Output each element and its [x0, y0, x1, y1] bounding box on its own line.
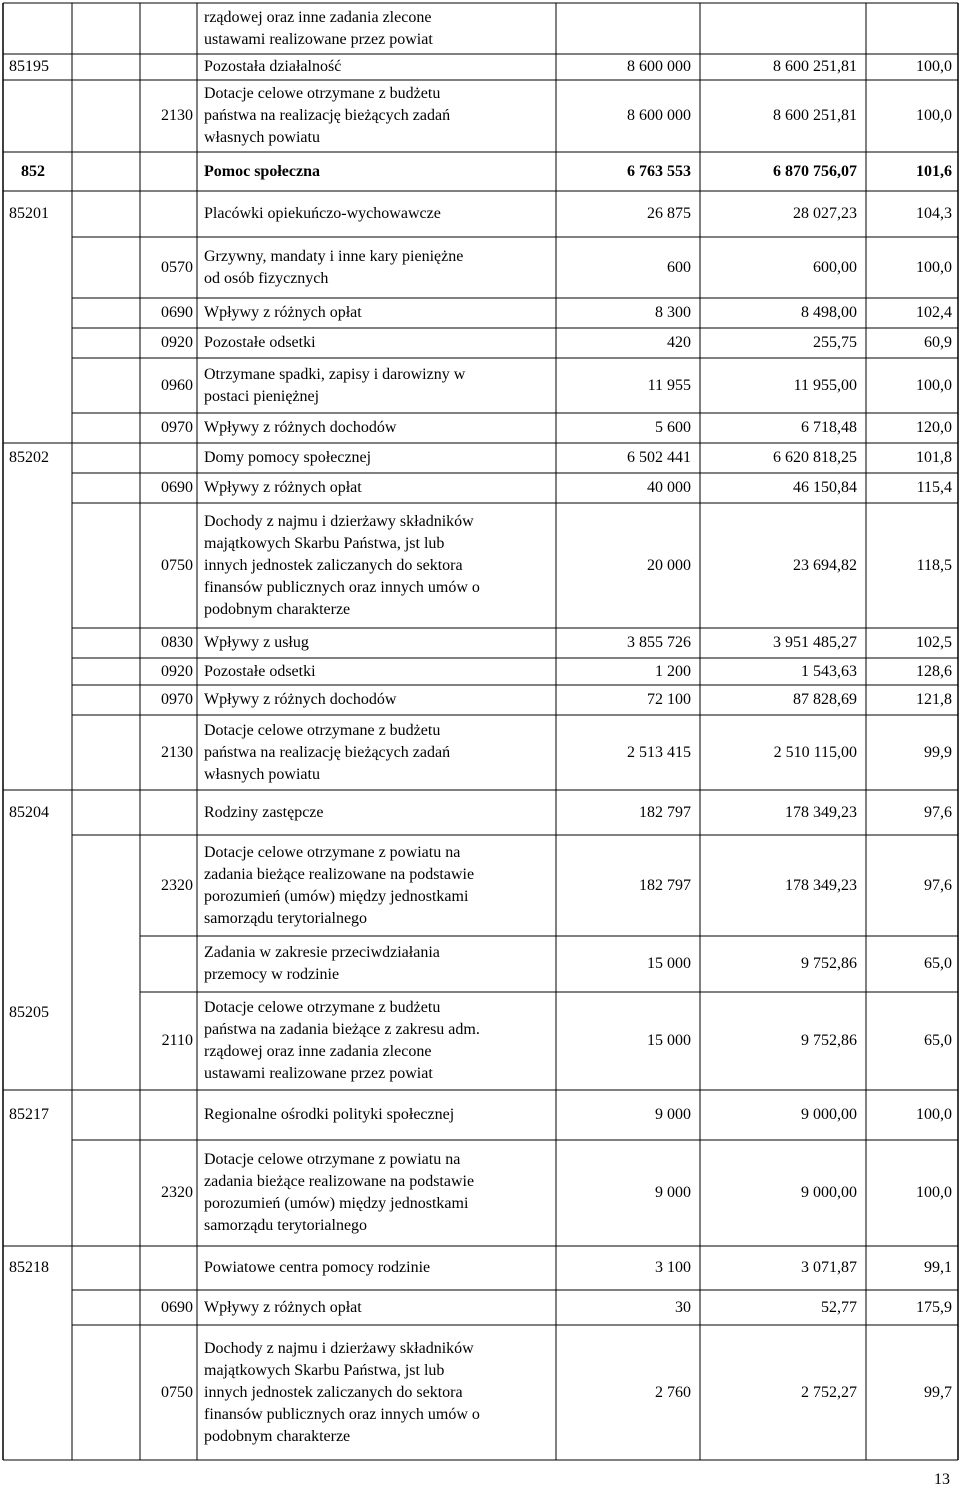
rozdzial-code: 85218: [9, 1259, 49, 1276]
description-cell: [204, 1297, 553, 1319]
rozdzial-code: 85201: [9, 205, 49, 222]
description-cell: [204, 842, 553, 930]
description-line: własnych powiatu: [204, 129, 320, 146]
executed-amount: 6 870 756,07: [773, 162, 857, 180]
plan-amount: 420: [667, 334, 691, 351]
plan-amount: 26 875: [647, 205, 691, 222]
percent-value: 100,0: [916, 376, 952, 394]
executed-amount: 11 955,00: [793, 376, 857, 394]
description-cell: [204, 942, 553, 986]
description-line: Domy pomocy społecznej: [204, 449, 372, 466]
description-line: Wpływy z różnych dochodów: [204, 419, 397, 436]
percent-value: 99,9: [924, 743, 952, 761]
description-line: finansów publicznych oraz innych umów o: [204, 578, 480, 596]
rozdzial-code: 85217: [9, 1106, 49, 1123]
description-cell: [204, 203, 553, 225]
description-cell: [204, 1257, 553, 1279]
description-line: samorządu terytorialnego: [204, 1217, 368, 1234]
executed-amount: 255,75: [813, 334, 857, 351]
plan-amount: 2 760: [655, 1383, 691, 1401]
percent-value: 120,0: [916, 419, 952, 436]
description-line: ustawami realizowane przez powiat: [204, 1065, 433, 1082]
description-line: od osób fizycznych: [204, 269, 329, 287]
description-line: Dotacje celowe otrzymane z budżetu: [204, 721, 441, 739]
description-line: Zadania w zakresie przeciwdziałania: [204, 944, 440, 961]
percent-value: 104,3: [916, 205, 952, 222]
description-line: Wpływy z usług: [204, 634, 309, 651]
description-line: Grzywny, mandaty i inne kary pieniężne: [204, 247, 464, 265]
description-line: zadania bieżące realizowane na podstawie: [204, 1173, 475, 1190]
description-line: przemocy w rodzinie: [204, 966, 340, 983]
plan-amount: 30: [675, 1298, 691, 1316]
description-cell: [204, 720, 553, 786]
rozdzial-code: 85195: [9, 58, 49, 75]
rozdzial-code: 85205: [9, 1004, 49, 1021]
plan-amount: 72 100: [647, 691, 691, 708]
plan-amount: 600: [667, 258, 691, 276]
description-line: porozumień (umów) między jednostkami: [204, 1195, 469, 1212]
description-line: Regionalne ośrodki polityki społecznej: [204, 1106, 455, 1123]
description-cell: [204, 332, 553, 354]
description-cell: [204, 1104, 553, 1126]
description-cell: [204, 997, 553, 1085]
executed-amount: 600,00: [813, 258, 857, 276]
description-line: Pomoc społeczna: [204, 162, 320, 180]
paragraf-code: 0970: [161, 691, 193, 708]
description-line: samorządu terytorialnego: [204, 909, 368, 927]
paragraf-code: 0960: [161, 376, 193, 394]
executed-amount: 52,77: [821, 1298, 857, 1316]
executed-amount: 2 510 115,00: [773, 743, 857, 761]
plan-amount: 5 600: [655, 419, 691, 436]
description-line: innych jednostek zaliczanych do sektora: [204, 556, 463, 574]
description-line: państwa na zadania bieżące z zakresu adm.: [204, 1021, 480, 1038]
description-line: Dotacje celowe otrzymane z powiatu na: [204, 843, 461, 861]
executed-amount: 8 600 251,81: [773, 58, 857, 75]
percent-value: 102,5: [916, 634, 952, 651]
paragraf-code: 2320: [161, 876, 193, 894]
plan-amount: 6 763 553: [627, 162, 691, 180]
description-cell: [204, 511, 553, 621]
description-cell: [204, 632, 553, 654]
description-line: Rodziny zastępcze: [204, 803, 324, 821]
description-line: Dochody z najmu i dzierżawy składników: [204, 512, 474, 530]
description-line: finansów publicznych oraz innych umów o: [204, 1405, 480, 1423]
description-line: Dotacje celowe otrzymane z budżetu: [204, 85, 441, 102]
paragraf-code: 0570: [161, 258, 193, 276]
plan-amount: 15 000: [647, 1032, 691, 1049]
percent-value: 100,0: [916, 1184, 952, 1201]
executed-amount: 6 620 818,25: [773, 449, 857, 466]
paragraf-code: 2320: [161, 1184, 193, 1201]
description-line: Dotacje celowe otrzymane z powiatu na: [204, 1151, 461, 1168]
executed-amount: 178 349,23: [785, 803, 857, 821]
description-line: majątkowych Skarbu Państwa, jst lub: [204, 1361, 445, 1379]
plan-amount: 182 797: [639, 876, 691, 894]
percent-value: 99,7: [924, 1383, 952, 1401]
paragraf-code: 0690: [161, 304, 193, 321]
description-cell: [204, 56, 553, 78]
description-line: państwa na realizację bieżących zadań: [204, 743, 451, 761]
description-line: Pozostałe odsetki: [204, 662, 316, 680]
executed-amount: 6 718,48: [801, 419, 857, 436]
description-cell: [204, 246, 553, 290]
description-line: Wpływy z różnych opłat: [204, 1298, 362, 1316]
plan-amount: 1 200: [655, 662, 691, 680]
description-line: Dotacje celowe otrzymane z budżetu: [204, 999, 441, 1016]
executed-amount: 2 752,27: [801, 1383, 857, 1401]
executed-amount: 1 543,63: [801, 662, 857, 680]
percent-value: 65,0: [924, 955, 952, 972]
description-cell: [204, 417, 553, 439]
description-line: własnych powiatu: [204, 765, 320, 783]
percent-value: 99,1: [924, 1259, 952, 1276]
description-line: Wpływy z różnych dochodów: [204, 691, 397, 708]
description-line: zadania bieżące realizowane na podstawie: [204, 865, 475, 883]
description-line: rządowej oraz inne zadania zlecone: [204, 1043, 432, 1060]
plan-amount: 8 600 000: [627, 107, 691, 124]
percent-value: 121,8: [916, 691, 952, 708]
description-line: Wpływy z różnych opłat: [204, 304, 362, 321]
paragraf-code: 2130: [161, 743, 193, 761]
plan-amount: 15 000: [647, 955, 691, 972]
percent-value: 97,6: [924, 803, 952, 821]
paragraf-code: 2130: [161, 107, 193, 124]
executed-amount: 9 752,86: [801, 1032, 857, 1049]
executed-amount: 87 828,69: [793, 691, 857, 708]
plan-amount: 11 955: [647, 376, 691, 394]
percent-value: 60,9: [924, 334, 952, 351]
description-line: innych jednostek zaliczanych do sektora: [204, 1383, 463, 1401]
executed-amount: 8 600 251,81: [773, 107, 857, 124]
description-cell: [204, 302, 553, 324]
description-cell: [204, 447, 553, 469]
dzial-code: 852: [21, 162, 45, 180]
description-line: majątkowych Skarbu Państwa, jst lub: [204, 534, 445, 552]
plan-amount: 6 502 441: [627, 449, 691, 466]
plan-amount: 9 000: [655, 1184, 691, 1201]
description-line: Powiatowe centra pomocy rodzinie: [204, 1259, 431, 1276]
plan-amount: 2 513 415: [627, 743, 691, 761]
plan-amount: 40 000: [647, 479, 691, 496]
executed-amount: 46 150,84: [793, 479, 857, 496]
description-line: Placówki opiekuńczo-wychowawcze: [204, 205, 441, 222]
rozdzial-code: 85204: [9, 803, 49, 821]
description-cell: [204, 161, 553, 183]
percent-value: 100,0: [916, 107, 952, 124]
executed-amount: 8 498,00: [801, 304, 857, 321]
description-cell: [204, 477, 553, 499]
executed-amount: 28 027,23: [793, 205, 857, 222]
paragraf-code: 0920: [161, 334, 193, 351]
description-line: podobnym charakterze: [204, 600, 351, 618]
percent-value: 115,4: [916, 479, 952, 496]
paragraf-code: 0750: [161, 556, 193, 574]
percent-value: 100,0: [916, 58, 952, 75]
description-line: rządowej oraz inne zadania zlecone: [204, 8, 432, 26]
executed-amount: 9 752,86: [801, 955, 857, 972]
description-line: Pozostałe odsetki: [204, 334, 316, 351]
description-cell: [204, 1149, 553, 1237]
rozdzial-code: 85202: [9, 449, 49, 466]
percent-value: 102,4: [916, 304, 952, 321]
paragraf-code: 2110: [161, 1032, 193, 1049]
paragraf-code: 0690: [161, 479, 193, 496]
paragraf-code: 0750: [161, 1383, 193, 1401]
executed-amount: 9 000,00: [801, 1184, 857, 1201]
percent-value: 97,6: [924, 876, 952, 894]
plan-amount: 20 000: [647, 556, 691, 574]
executed-amount: 3 071,87: [801, 1259, 857, 1276]
plan-amount: 182 797: [639, 803, 691, 821]
description-line: Wpływy z różnych opłat: [204, 479, 362, 496]
page-number: 13: [934, 1471, 950, 1488]
paragraf-code: 0690: [161, 1298, 193, 1316]
executed-amount: 9 000,00: [801, 1106, 857, 1123]
description-line: porozumień (umów) między jednostkami: [204, 887, 469, 905]
description-line: podobnym charakterze: [204, 1427, 351, 1445]
description-line: Otrzymane spadki, zapisy i darowizny w: [204, 365, 466, 383]
paragraf-code: 0830: [161, 634, 193, 651]
executed-amount: 3 951 485,27: [773, 634, 857, 651]
percent-value: 101,8: [916, 449, 952, 466]
description-line: ustawami realizowane przez powiat: [204, 30, 433, 48]
percent-value: 118,5: [916, 556, 952, 574]
plan-amount: 8 600 000: [627, 58, 691, 75]
description-cell: [204, 802, 553, 824]
plan-amount: 8 300: [655, 304, 691, 321]
description-line: państwa na realizację bieżących zadań: [204, 107, 451, 124]
plan-amount: 3 100: [655, 1259, 691, 1276]
plan-amount: 3 855 726: [627, 634, 691, 651]
description-cell: [204, 661, 553, 683]
description-cell: [204, 83, 553, 149]
percent-value: 101,6: [916, 162, 952, 180]
percent-value: 175,9: [916, 1298, 952, 1316]
paragraf-code: 0970: [161, 419, 193, 436]
percent-value: 100,0: [916, 258, 952, 276]
percent-value: 100,0: [916, 1106, 952, 1123]
description-line: Dochody z najmu i dzierżawy składników: [204, 1339, 474, 1357]
description-cell: [204, 1338, 553, 1448]
paragraf-code: 0920: [161, 662, 193, 680]
percent-value: 65,0: [924, 1032, 952, 1049]
description-line: Pozostała działalność: [204, 58, 342, 75]
executed-amount: 23 694,82: [793, 556, 857, 574]
description-cell: [204, 689, 553, 711]
executed-amount: 178 349,23: [785, 876, 857, 894]
description-line: postaci pieniężnej: [204, 387, 320, 405]
plan-amount: 9 000: [655, 1106, 691, 1123]
percent-value: 128,6: [916, 662, 952, 680]
description-cell: [204, 7, 553, 51]
description-cell: [204, 364, 553, 408]
